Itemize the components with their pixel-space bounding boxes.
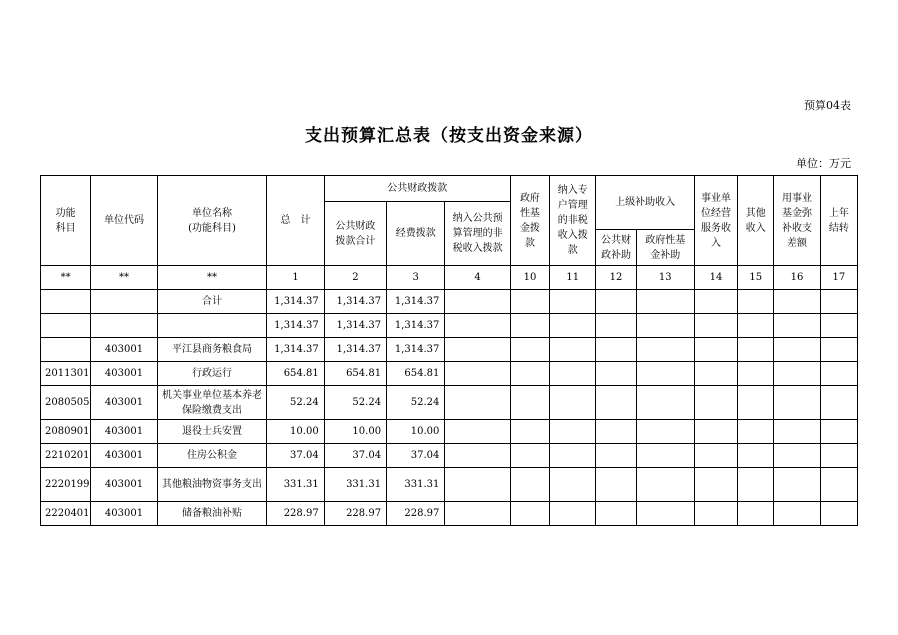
pf-total-cell: 228.97 [324,502,386,526]
total-cell: 1,314.37 [267,314,324,338]
pf-total-cell: 331.31 [324,468,386,502]
header-special-nontax: 纳入专 户管理 的非税 收入拨 款 [550,176,596,266]
empty-cell [596,386,636,420]
total-cell: 1,314.37 [267,290,324,314]
empty-cell [820,314,857,338]
pf-total-cell: 10.00 [324,420,386,444]
index-cell: 14 [694,266,737,290]
pf-total-cell: 37.04 [324,444,386,468]
empty-cell [550,444,596,468]
empty-cell [738,338,774,362]
empty-cell [636,314,694,338]
func-code-cell [41,314,91,338]
empty-cell [820,362,857,386]
empty-cell [510,314,549,338]
empty-cell [774,468,820,502]
empty-cell [774,502,820,526]
empty-cell [774,362,820,386]
total-cell: 331.31 [267,468,324,502]
unit-name-cell [157,314,267,338]
empty-cell [738,468,774,502]
pf-funding-cell: 331.31 [387,468,445,502]
empty-cell [596,420,636,444]
empty-cell [774,420,820,444]
index-cell: 16 [774,266,820,290]
empty-cell [774,290,820,314]
table-row [41,362,858,386]
empty-cell [636,444,694,468]
empty-cell [550,314,596,338]
form-number: 预算04表 [804,99,851,112]
unit-code-cell: 403001 [91,444,157,468]
unit-name-cell: 行政运行 [157,362,267,386]
empty-cell [445,420,510,444]
func-code-cell: 2220199 [41,468,91,502]
empty-cell [820,290,857,314]
empty-cell [774,338,820,362]
empty-cell [596,502,636,526]
empty-cell [820,444,857,468]
header-public-finance: 公共财政拨款 [324,176,510,202]
pf-funding-cell: 1,314.37 [387,290,445,314]
unit-label: 单位：万元 [796,157,851,170]
header-unit-name: 单位名称 (功能科目) [157,176,267,266]
unit-code-cell: 403001 [91,386,157,420]
index-row [41,266,858,290]
header-fund-make-up: 用事业 基金弥 补收支 差额 [774,176,820,266]
empty-cell [596,338,636,362]
header-pf-funding: 经费拨款 [387,202,445,266]
empty-cell [445,468,510,502]
empty-cell [510,468,549,502]
pf-total-cell: 654.81 [324,362,386,386]
unit-name-cell: 机关事业单位基本养老保险缴费支出 [157,386,267,420]
unit-name-cell: 储备粮油补贴 [157,502,267,526]
total-cell: 1,314.37 [267,338,324,362]
total-cell: 228.97 [267,502,324,526]
index-cell: 2 [324,266,386,290]
total-cell: 52.24 [267,386,324,420]
empty-cell [445,338,510,362]
unit-name-cell: 合计 [157,290,267,314]
empty-cell [550,502,596,526]
empty-cell [510,362,549,386]
empty-cell [445,444,510,468]
empty-cell [550,386,596,420]
index-cell: 12 [596,266,636,290]
index-cell: 3 [387,266,445,290]
empty-cell [774,444,820,468]
total-cell: 654.81 [267,362,324,386]
unit-code-cell [91,290,157,314]
empty-cell [694,314,737,338]
unit-name-cell: 其他粮油物资事务支出 [157,468,267,502]
empty-cell [694,468,737,502]
table-row [41,420,858,444]
header-gov-fund: 政府 性基 金拨 款 [510,176,549,266]
empty-cell [596,314,636,338]
empty-cell [550,468,596,502]
header-sup-public: 公共财 政补助 [596,230,636,266]
empty-cell [596,362,636,386]
header-other-income: 其他 收入 [738,176,774,266]
pf-funding-cell: 228.97 [387,502,445,526]
table-row [41,502,858,526]
empty-cell [738,290,774,314]
empty-cell [510,386,549,420]
func-code-cell [41,290,91,314]
empty-cell [738,420,774,444]
func-code-cell [41,338,91,362]
table-row [41,338,858,362]
header-pf-total: 公共财政 拨款合计 [324,202,386,266]
empty-cell [636,338,694,362]
header-total: 总 计 [267,176,324,266]
empty-cell [636,386,694,420]
total-cell: 37.04 [267,444,324,468]
empty-cell [510,502,549,526]
empty-cell [694,502,737,526]
header-sup-gov-fund: 政府性基 金补助 [636,230,694,266]
empty-cell [820,420,857,444]
index-cell: 13 [636,266,694,290]
empty-cell [636,420,694,444]
empty-cell [510,338,549,362]
empty-cell [550,338,596,362]
empty-cell [445,314,510,338]
index-cell: 10 [510,266,549,290]
total-cell: 10.00 [267,420,324,444]
header-func-subject: 功能 科目 [41,176,91,266]
func-code-cell: 2080901 [41,420,91,444]
empty-cell [550,362,596,386]
empty-cell [820,338,857,362]
unit-code-cell: 403001 [91,362,157,386]
empty-cell [774,386,820,420]
empty-cell [820,502,857,526]
empty-cell [510,444,549,468]
empty-cell [738,444,774,468]
index-cell: ** [41,266,91,290]
pf-total-cell: 1,314.37 [324,338,386,362]
func-code-cell: 2220401 [41,502,91,526]
index-cell: ** [91,266,157,290]
header-superior-subsidy: 上级补助收入 [596,176,695,230]
pf-funding-cell: 52.24 [387,386,445,420]
empty-cell [738,502,774,526]
index-cell: 15 [738,266,774,290]
unit-code-cell [91,314,157,338]
empty-cell [636,290,694,314]
func-code-cell: 2011301 [41,362,91,386]
unit-code-cell: 403001 [91,468,157,502]
empty-cell [820,468,857,502]
empty-cell [636,502,694,526]
empty-cell [774,314,820,338]
table-row [41,386,858,420]
func-code-cell: 2080505 [41,386,91,420]
index-cell: 17 [820,266,857,290]
empty-cell [510,290,549,314]
func-code-cell: 2210201 [41,444,91,468]
empty-cell [550,420,596,444]
pf-funding-cell: 1,314.37 [387,338,445,362]
table-row [41,468,858,502]
index-cell: 1 [267,266,324,290]
unit-code-cell: 403001 [91,420,157,444]
pf-funding-cell: 1,314.37 [387,314,445,338]
unit-name-cell: 退役士兵安置 [157,420,267,444]
pf-total-cell: 1,314.37 [324,314,386,338]
empty-cell [510,420,549,444]
pf-funding-cell: 37.04 [387,444,445,468]
pf-funding-cell: 654.81 [387,362,445,386]
empty-cell [694,420,737,444]
empty-cell [596,444,636,468]
table-row [41,444,858,468]
index-cell: ** [157,266,267,290]
empty-cell [694,386,737,420]
unit-name-cell: 平江县商务粮食局 [157,338,267,362]
empty-cell [445,290,510,314]
table-row [41,314,858,338]
header-pf-nontax: 纳入公共预 算管理的非 税收入拨款 [445,202,510,266]
empty-cell [738,386,774,420]
table-row [41,290,858,314]
empty-cell [738,362,774,386]
unit-code-cell: 403001 [91,338,157,362]
page-title: 支出预算汇总表（按支出资金来源） [305,126,593,146]
empty-cell [445,386,510,420]
empty-cell [636,468,694,502]
empty-cell [445,502,510,526]
empty-cell [694,444,737,468]
empty-cell [636,362,694,386]
empty-cell [445,362,510,386]
empty-cell [694,362,737,386]
unit-name-cell: 住房公积金 [157,444,267,468]
empty-cell [694,338,737,362]
pf-total-cell: 52.24 [324,386,386,420]
empty-cell [694,290,737,314]
index-cell: 4 [445,266,510,290]
index-cell: 11 [550,266,596,290]
empty-cell [596,290,636,314]
header-business-income: 事业单 位经营 服务收 入 [694,176,737,266]
pf-total-cell: 1,314.37 [324,290,386,314]
header-prev-year: 上年 结转 [820,176,857,266]
pf-funding-cell: 10.00 [387,420,445,444]
empty-cell [738,314,774,338]
unit-code-cell: 403001 [91,502,157,526]
empty-cell [596,468,636,502]
empty-cell [820,386,857,420]
empty-cell [550,290,596,314]
budget-summary-table [40,175,858,526]
data-rows [41,290,858,526]
header-unit-code: 单位代码 [91,176,157,266]
